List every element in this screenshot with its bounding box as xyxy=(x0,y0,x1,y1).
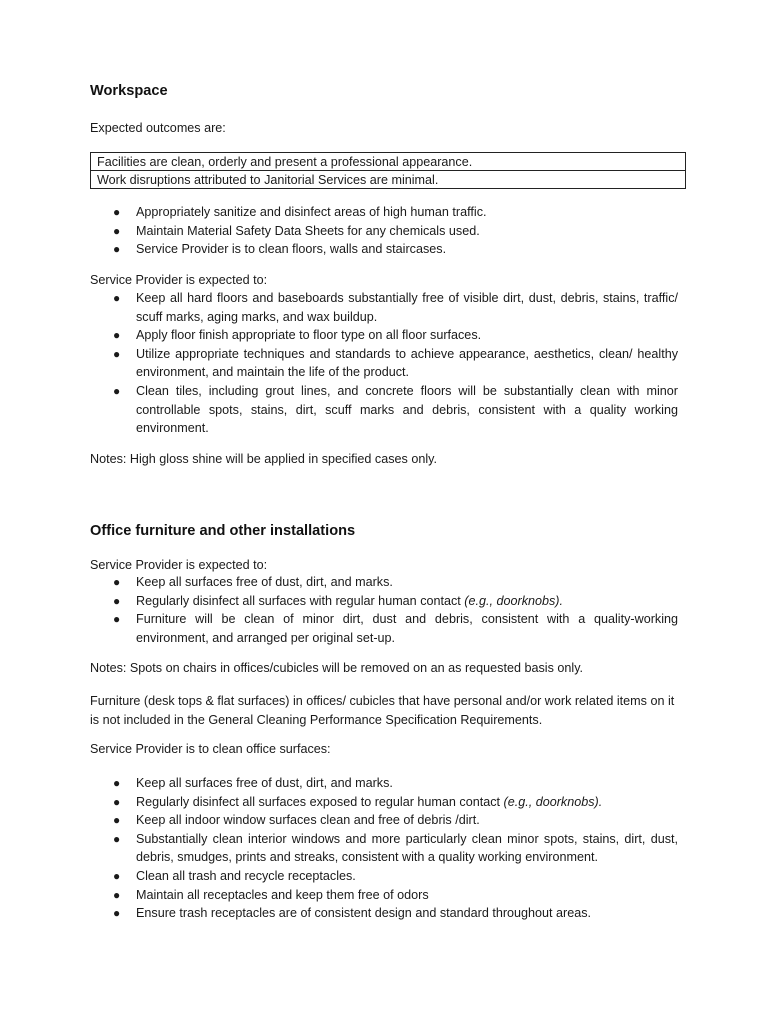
workspace-bullet-list-2 xyxy=(90,289,678,438)
section-title-furniture: Office furniture and other installations xyxy=(90,523,356,539)
furniture-notes: Notes: Spots on chairs in offices/cubicles will be removed on an as requested basis only. xyxy=(90,661,584,675)
list-item: ● Keep all surfaces free of dust, dirt, and marks. xyxy=(90,774,678,793)
bullet-icon: ● xyxy=(113,593,121,608)
workspace-bullet-list-1 xyxy=(90,203,678,259)
clean-office-surfaces-intro: Service Provider is to clean office surfaces: xyxy=(90,742,331,756)
table-cell: Facilities are clean, orderly and present a professional appearance. xyxy=(91,153,686,171)
list-item: ● Keep all indoor window surfaces clean and free of debris /dirt. xyxy=(90,811,678,830)
bullet-icon: ● xyxy=(113,346,121,361)
bullet-icon: ● xyxy=(113,887,121,902)
workspace-notes: Notes: High gloss shine will be applied in specified cases only. xyxy=(90,452,437,466)
table-row xyxy=(91,153,686,171)
bullet-icon: ● xyxy=(113,868,121,883)
expected-outcomes-intro: Expected outcomes are: xyxy=(90,121,226,135)
list-item: ● Regularly disinfect all surfaces exposed to regular human contact (e.g., doorknobs). xyxy=(90,793,678,812)
bullet-icon: ● xyxy=(113,813,121,828)
bullet-icon: ● xyxy=(113,831,121,846)
table-row xyxy=(91,171,686,189)
list-item: ● Service Provider is to clean floors, walls and staircases. xyxy=(90,240,678,259)
list-item: ● Clean tiles, including grout lines, and concrete floors will be substantially clean with minor controllable spots, stains, dirt, scuff marks and debris, consistent with a quality working environment. xyxy=(113,383,678,436)
bullet-icon: ● xyxy=(113,776,121,790)
bullet-icon: ● xyxy=(113,205,121,219)
list-item: ● Utilize appropriate techniques and standards to achieve appearance, aesthetics, clean/ healthy environment, and maintain the life of the product. xyxy=(113,346,678,380)
bullet-icon: ● xyxy=(113,242,121,257)
list-item: ● Maintain all receptacles and keep them free of odors xyxy=(90,886,678,905)
list-item: ● Keep all hard floors and baseboards substantially free of visible dirt, dust, debris, stains, traffic/ scuff marks, aging marks, and wax buildup. xyxy=(113,291,678,324)
list-item: ● Appropriately sanitize and disinfect areas of high human traffic. xyxy=(90,203,678,222)
list-item: ● Maintain Material Safety Data Sheets for any chemicals used. xyxy=(90,222,678,241)
list-item: ● Keep all surfaces free of dust, dirt, and marks. xyxy=(90,573,678,592)
list-item: ● Ensure trash receptacles are of consistent design and standard throughout areas. xyxy=(90,904,678,923)
section-title-workspace: Workspace xyxy=(90,83,168,99)
list-item: ● Substantially clean interior windows and more particularly clean minor spots, stains, dirt, dust, debris, smudges, prints and streaks, consistent with a quality working environment. xyxy=(113,831,678,865)
bullet-icon: ● xyxy=(113,291,121,305)
list-item: ● Regularly disinfect all surfaces with regular human contact (e.g., doorknobs). xyxy=(90,592,678,611)
bullet-icon: ● xyxy=(113,612,121,627)
furniture-bullet-list-2 xyxy=(90,774,678,923)
bullet-icon: ● xyxy=(113,575,121,589)
list-item: ● Clean all trash and recycle receptacles. xyxy=(90,867,678,886)
bullet-icon: ● xyxy=(113,383,121,398)
furniture-exclusion-paragraph: Furniture (desk tops & flat surfaces) in offices/ cubicles that have personal and/or work related items on it is not included in the General Cleaning Performance Specification Requirements. xyxy=(90,694,675,727)
list-item: ● Furniture will be clean of minor dirt, dust and debris, consistent with a quality-working environment, and arranged per original set-up. xyxy=(113,612,678,645)
furniture-expected-to: Service Provider is expected to: xyxy=(90,558,268,572)
bullet-icon: ● xyxy=(113,223,121,238)
bullet-icon: ● xyxy=(113,906,121,921)
list-item: ● Apply floor finish appropriate to floor type on all floor surfaces. xyxy=(90,326,678,345)
bullet-icon: ● xyxy=(113,794,121,809)
bullet-icon: ● xyxy=(113,328,121,343)
table-cell: Work disruptions attributed to Janitorial Services are minimal. xyxy=(91,171,686,189)
expected-outcomes-table xyxy=(90,152,686,189)
furniture-bullet-list-1 xyxy=(90,573,678,647)
workspace-expected-to: Service Provider is expected to: xyxy=(90,273,268,287)
